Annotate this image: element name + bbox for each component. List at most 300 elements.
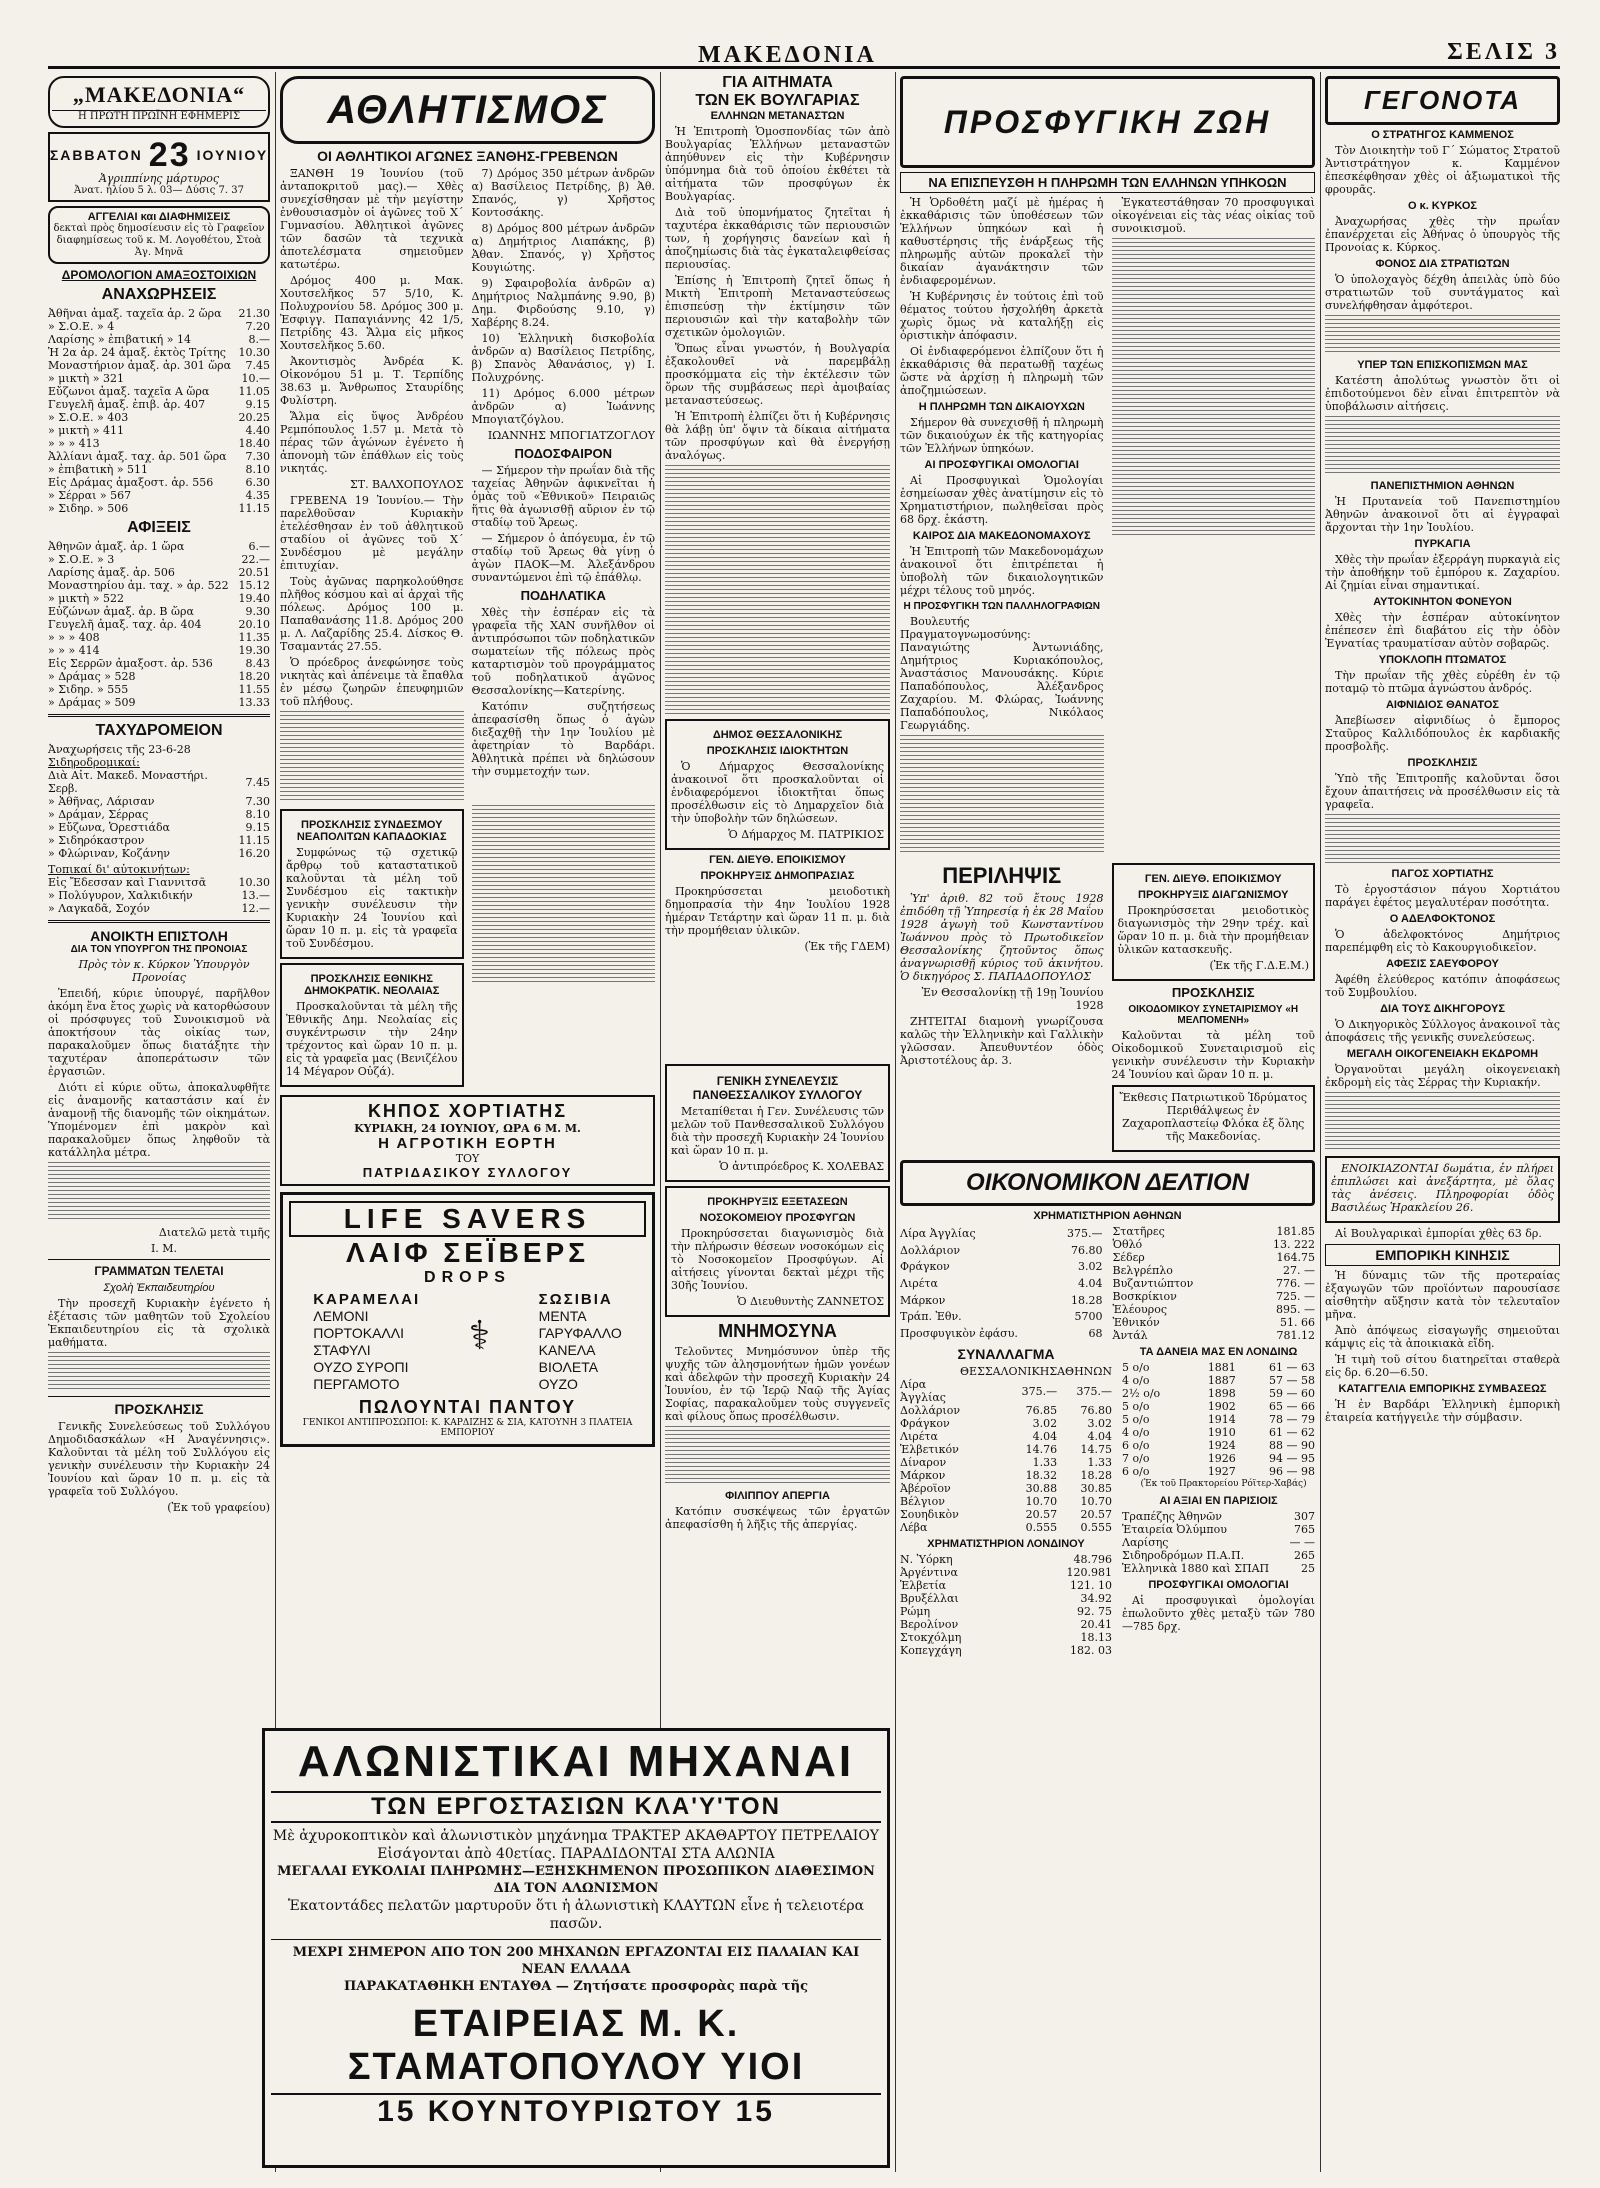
table-cell: 14.76	[1025, 1443, 1058, 1456]
table-cell: 375.—	[1021, 1384, 1058, 1398]
table-cell: 27. —	[1283, 1264, 1315, 1277]
table-cell: 8.—	[248, 333, 270, 346]
municipality-notice	[665, 719, 890, 850]
table-cell: Τραπέζης Ἀθηνῶν	[1122, 1510, 1222, 1523]
table-cell: Γευγελῆ ἀμαξ. ταχ. ἀρ. 404	[48, 618, 202, 631]
invitation-title: ΠΡΟΣΚΛΗΣΙΣ	[114, 1401, 204, 1417]
table-cell: 3.02	[1078, 1260, 1103, 1274]
exhibition-notice	[1112, 1085, 1316, 1152]
sports-result: 8) Δρόμος 800 μέτρων ἀνδρῶν α) Δημήτριος Λιαπάκης, β) Ἀθαν. Σπανός, γ) Χρῆστος Κουγιώτης.	[471, 222, 655, 274]
gd-source: (Ἐκ τῆς ΓΔΕΜ)	[804, 940, 890, 953]
complaint-title: ΚΑΤΑΓΓΕΛΙΑ ΕΜΠΟΡΙΚΗΣ ΣΥΜΒΑΣΕΩΣ	[1338, 1383, 1547, 1395]
table-cell: Δίναρον	[900, 1456, 947, 1469]
arrival-row	[48, 605, 270, 618]
table-cell: Βελγρέπλο	[1112, 1264, 1173, 1277]
machines-line-1: Μὲ ἀχυροκοπτικὸν καὶ ἁλωνιστικὸν μηχάνημα ΤΡΑΚΤΕΡ ΑΚΑΘΑΡΤΟΥ ΠΕΤΡΕΛΑΙΟΥ	[272, 1828, 880, 1844]
london-row	[900, 1605, 1112, 1618]
table-cell: » » » 414	[48, 644, 100, 657]
departure-row	[48, 385, 270, 398]
date-month: ΙΟΥΝΙΟΥ	[196, 147, 269, 163]
municipality-title: ΔΗΜΟΣ ΘΕΣΣΑΛΟΝΙΚΗΣ	[712, 729, 843, 741]
arrivals-table	[48, 540, 270, 709]
event-title: Ο ΑΔΕΛΦΟΚΤΟΝΟΣ	[1389, 913, 1496, 925]
sports-paragraph: ΓΡΕΒΕΝΑ 19 Ἰουνίου.— Τὴν παρελθοῦσαν Κυριακὴν ἐτελέσθησαν ἐν τοῦ ἀθλητικοῦ σταδίου οἱ ἀγῶνες τοῦ Χ΄ Συνδέσμου μὲ μεγάλην ἐπιτυχίαν.	[280, 494, 464, 572]
event-title: ΥΠΕΡ ΤΩΝ ΕΠΙΣΚΟΠΙΣΜΩΝ ΜΑΣ	[1357, 359, 1528, 371]
event-title: ΑΙΦΝΙΔΙΟΣ ΘΑΝΑΤΟΣ	[1385, 699, 1500, 711]
ads-text: δεκταὶ πρὸς δημοσίευσιν εἰς τὸ Γραφεῖον διαφημίσεως τοῦ κ. Μ. Λογοθέτου, Στοὰ Ἀγ. Μηνᾶ	[53, 223, 265, 258]
exchange-row	[1113, 1316, 1316, 1329]
kairos-title: ΚΑΙΡΟΣ ΔΙΑ ΜΑΚΕΔΟΝΟΜΑΧΟΥΣ	[912, 530, 1091, 542]
refugee-title: ΝΑ ΕΠΙΣΠΕΥΣΘΗ Η ΠΛΗΡΩΜΗ ΤΩΝ ΕΛΛΗΝΩΝ ΥΠΗΚΟΩΝ	[900, 172, 1315, 193]
table-cell: 18.13	[1080, 1631, 1113, 1644]
arrival-row	[48, 579, 270, 592]
table-cell: 10.70	[1080, 1495, 1113, 1508]
table-cell: 5 ο/ο	[1122, 1361, 1150, 1374]
paris-row	[1122, 1510, 1315, 1523]
table-cell: Δολλάριον	[900, 1404, 961, 1417]
table-cell: 895. —	[1276, 1303, 1315, 1316]
table-cell: 15.12	[238, 579, 270, 592]
hospital-notice	[665, 1186, 890, 1317]
table-cell: 4 ο/ο	[1122, 1374, 1150, 1387]
table-cell: 18.28	[1071, 1293, 1103, 1307]
table-cell: 7 ο/ο	[1122, 1452, 1150, 1465]
rent-ad	[1325, 1156, 1560, 1223]
bulgaria-paragraph: Ὅπως εἶναι γνωστόν, ἡ Βουλγαρία ἐξακολουθεῖ νὰ παρεμβάλῃ προσκόμματα εἰς τὴν ἐκτέλεσιν τῶν ὅρων τῆς συμβάσεως περὶ ἀμοιβαίας μεταναστεύσεως.	[665, 342, 890, 407]
exchange-title: ΣΥΝΑΛΛΑΓΜΑ	[957, 1346, 1055, 1362]
london-row	[900, 1618, 1112, 1631]
refugee-paragraph: Ἡ Κυβέρνησις ἐν τούτοις ἐπὶ τοῦ θέματος τούτου ἠσχολήθη ἀρκετὰ χωρὶς ὅμως νὰ καταλήξῃ εἰς ὁριστικὴν ἀπόφασιν.	[900, 290, 1104, 342]
event-title: ΠΑΝΕΠΙΣΤΗΜΙΟΝ ΑΘΗΝΩΝ	[1370, 480, 1515, 492]
table-cell: » Δράμας » 528	[48, 670, 136, 683]
table-cell: Εἰς Σερρῶν ἀμαξοστ. ἀρ. 536	[48, 657, 213, 670]
table-cell: Στοκχόλμη	[900, 1631, 962, 1644]
flavor-item: ΚΑΝΕΛΑ	[538, 1342, 596, 1358]
summary-date: Ἐν Θεσσαλονίκῃ τῇ 19ῃ Ἰουνίου 1928	[921, 986, 1104, 1012]
cycling-paragraph: Χθὲς τὴν ἑσπέραν εἰς τὰ γραφεῖα τῆς ΧΑΝ συνῆλθον οἱ ἀντιπρόσωποι τῶν ποδηλατικῶν σωματείων τῆς πόλεως πρὸς καταρτισμὸν τοῦ προγράμματος τοῦ ποδηλατικοῦ ἀγῶνος Θεσσαλονίκης—Κατερίνης.	[471, 606, 655, 697]
municipality-subtitle: ΠΡΟΣΚΛΗΣΙΣ ΙΔΙΟΚΤΗΤΩΝ	[706, 745, 849, 757]
table-cell: » Σιδηρόκαστρον	[48, 834, 145, 847]
event-paragraph: Ὀργανοῦται μεγάλη οἰκογενειακὴ ἐκδρομὴ εἰς τὰς Σέρρας τὴν Κυριακήν.	[1325, 1063, 1560, 1089]
table-cell: 9.30	[245, 605, 270, 618]
london-row	[900, 1631, 1112, 1644]
table-cell: 5 ο/ο	[1122, 1400, 1150, 1413]
table-cell: Ἀβέροϊον	[900, 1482, 951, 1495]
paris-row	[1122, 1549, 1315, 1562]
departure-row	[48, 372, 270, 385]
bulgaria-title-1: ΓΙΑ ΑΙΤΗΜΑΤΑ	[722, 74, 833, 91]
departure-row	[48, 398, 270, 411]
table-cell: Λαρίσης ἀμαξ. ἀρ. 506	[48, 566, 175, 579]
garden-of: ΤΟΥ	[455, 1152, 480, 1165]
sports-paragraph: Ὁ πρόεδρος ἀνεφώνησε τοὺς νικητὰς καὶ ἀπένειμε τὰ ἔπαθλα ἐν μέσῳ ζωηρῶν ἐπευφημιῶν τοῦ πλήθους.	[280, 656, 464, 708]
event-title: ΑΥΤΟΚΙΝΗΤΟΝ ΦΟΝΕΥΟΝ	[1373, 596, 1512, 608]
table-cell: Ἀργέντινα	[900, 1566, 958, 1579]
table-cell: 1902	[1207, 1400, 1236, 1413]
column-4	[900, 72, 1315, 2172]
table-cell: » Ἀθῆνας, Λάρισαν	[48, 795, 155, 808]
table-cell: 61 — 63	[1269, 1361, 1315, 1374]
athens-exchange-right	[1113, 1225, 1316, 1342]
table-cell: Λιρέτα	[900, 1276, 938, 1290]
arrival-row	[48, 592, 270, 605]
table-cell: 7.45	[245, 359, 270, 372]
table-cell: 92. 75	[1077, 1605, 1113, 1618]
letter-closing: Διατελῶ μετὰ τιμῆς	[158, 1226, 270, 1239]
table-cell: » Σέρραι » 567	[48, 489, 132, 502]
table-cell: Ἀθηνῶν ἀμαξ. ἀρ. 1 ὥρα	[48, 540, 185, 553]
table-cell: Βερολίνον	[900, 1618, 959, 1631]
post-title: ΤΑΧΥΔΡΟΜΕΙΟΝ	[95, 722, 223, 739]
lifesavers-sold: ΠΩΛΟΥΝΤΑΙ ΠΑΝΤΟΥ	[358, 1397, 577, 1417]
kairos-paragraph: Ἡ Ἐπιτροπὴ τῶν Μακεδονομάχων ἀνακοινοῖ ὅτι ἐπιτρέπεται ἡ ὑποβολὴ τῶν δικαιολογητικῶν μέχρι τέλους τοῦ μηνός.	[900, 545, 1104, 597]
table-cell: 4.40	[245, 424, 270, 437]
garden-event: Η ΑΓΡΟΤΙΚΗ ΕΟΡΤΗ	[378, 1135, 557, 1152]
table-cell: 4.04	[1087, 1430, 1113, 1443]
bulgaria-title-2: ΤΩΝ ΕΚ ΒΟΥΛΓΑΡΙΑΣ	[695, 92, 860, 109]
table-cell: Ἀλλίανι ἀμαξ. ταχ. ἀρ. 501 ὥρα	[48, 450, 227, 463]
table-cell: 5 ο/ο	[1122, 1413, 1150, 1426]
sports-byline: ΣΤ. ΒΑΛΧΟΠΟΥΛΟΣ	[349, 478, 464, 491]
table-cell: » Σ.Ο.Ε. » 3	[48, 553, 115, 566]
letter-paragraph: Ἐπειδή, κύριε ὑπουργέ, παρῆλθον ἀκόμη ἕνα ἔτος χωρὶς νὰ κατορθώσουν οἱ πρόσφυγες τοῦ Συνοικισμοῦ νὰ ἀποκτήσουν τὰς οἰκίας των, παρακαλοῦμεν ὅπως διατάξητε τὴν ταχυτέραν ἀποπεράτωσιν τῶν ἐργασιῶν.	[48, 987, 270, 1078]
table-cell: 6.30	[245, 476, 270, 489]
departure-row	[48, 502, 270, 515]
event-title: ΔΙΑ ΤΟΥΣ ΔΙΚΗΓΟΡΟΥΣ	[1380, 1003, 1505, 1015]
column-3-mid	[665, 1060, 890, 1720]
table-cell: 120.981	[1066, 1566, 1113, 1579]
table-cell: ΑΘΗΝΩΝ	[1057, 1365, 1113, 1378]
event-title: ΜΕΓΑΛΗ ΟΙΚΟΓΕΝΕΙΑΚΗ ΕΚΔΡΟΜΗ	[1346, 1048, 1539, 1060]
loan-row	[1122, 1452, 1315, 1465]
table-cell: » μικτὴ » 411	[48, 424, 124, 437]
table-cell: Ἑλληνικὰ 1880 καὶ ΣΠΑΠ	[1122, 1562, 1270, 1575]
table-cell: » Σ.Ο.Ε. » 4	[48, 320, 115, 333]
table-cell: Εἰς Δράμας ἀμαξοστ. ἀρ. 556	[48, 476, 214, 489]
athens-exchange-left	[900, 1225, 1103, 1342]
table-cell: 21.30	[238, 307, 270, 320]
table-cell: 7.20	[245, 320, 270, 333]
bonds-paragraph: Αἱ Προσφυγικαὶ Ὁμολογίαι ἐσημείωσαν χθὲς ἀνατίμησιν εἰς τὸ Χρηματιστήριον, πωληθεῖσαι πρὸς 68 δρχ. ἑκάστη.	[900, 474, 1104, 526]
table-cell: 18.32	[1025, 1469, 1058, 1482]
table-cell: Γευγελῆ ἀμαξ. ἐπιβ. ἀρ. 407	[48, 398, 206, 411]
table-cell: 375.—	[1067, 1226, 1103, 1240]
coop-paragraph: Καλοῦνται τὰ μέλη τοῦ Οἰκοδομικοῦ Συνεταιρισμοῦ εἰς γενικὴν συνέλευσιν τὴν Κυριακὴν 24 Ἰουνίου καὶ ὥραν 10 π. μ.	[1111, 1029, 1315, 1081]
syllogos-notice	[665, 1064, 890, 1182]
table-cell: 0.555	[1025, 1521, 1058, 1534]
post-row	[48, 795, 270, 808]
table-cell: 1.33	[1087, 1456, 1113, 1469]
loan-row	[1122, 1465, 1315, 1478]
garden-title: ΚΗΠΟΣ ΧΟΡΤΙΑΤΗΣ	[367, 1101, 568, 1121]
table-cell: 61 — 62	[1269, 1426, 1315, 1439]
departure-row	[48, 346, 270, 359]
exchange-row	[1113, 1290, 1316, 1303]
machines-line-5: ΜΕΧΡΙ ΣΗΜΕΡΟΝ ΑΠΟ ΤΟΝ 200 ΜΗΧΑΝΩΝ ΕΡΓΑΖΟΝΤΑΙ ΕΙΣ ΠΑΛΑΙΑΝ ΚΑΙ ΝΕΑΝ ΕΛΛΑΔΑ	[271, 1939, 881, 1978]
flavor-item: ΛΕΜΟΝΙ	[313, 1308, 369, 1324]
letters-subtitle: Σχολὴ Ἐκπαιδευτηρίου	[103, 1282, 215, 1294]
lifebuoy-heading: ΣΩΣΙΒΙΑ	[538, 1291, 613, 1308]
sports-result: 11) Δρόμος 6.000 μέτρων ἀνδρῶν α) Ἰωάννης Μπογιατζόγλου.	[471, 387, 655, 426]
table-cell: 776. —	[1276, 1277, 1315, 1290]
table-cell: 1887	[1207, 1374, 1236, 1387]
machines-line-6: ΠΑΡΑΚΑΤΑΘΗΚΗ ΕΝΤΑΥΘΑ — Ζητήσατε προσφορὰς παρὰ τῆς	[343, 1979, 809, 1994]
table-cell: » Σιδηρ. » 555	[48, 683, 129, 696]
table-cell: Φράγκον	[900, 1417, 950, 1430]
table-cell: 182. 03	[1070, 1644, 1113, 1657]
departure-row	[48, 476, 270, 489]
pall-paragraph: Βουλευτής Πραγματογνωμοσύνης: Παναγιώτης Ἀντωνιάδης, Δημήτριος Κυριακόπουλος, Ἀναστάσιος Μανουσάκης. Κύριε Παπαδόπουλος, Ἀλέξανδρος Ζαχαρίου. Μ. Φλώρας, Ἰωάννης Παπαδόπουλος, Νικόλαος Γεωργιάδης.	[900, 615, 1104, 732]
refugee-paragraph: Ἡ Ὁρδοθέτη μαζί μὲ ἡμέρας ἡ ἐκκαθάρισις τῶν ὑποθέσεων τῶν Ἑλλήνων ὑπηκόων καὶ ἡ καθυστέρησις τῆς ἐνάρξεως τῆς πληρωμῆς αὐτῶν προκαλεῖ τὴν δικαίαν ἀγανάκτησιν τῶν ἐνδιαφερομένων.	[900, 196, 1104, 287]
garden-organizer: ΠΑΤΡΙΔΑΣΙΚΟΥ ΣΥΛΛΟΓΟΥ	[362, 1165, 573, 1180]
arrival-row	[48, 566, 270, 579]
london-row	[900, 1592, 1112, 1605]
arrival-row	[48, 540, 270, 553]
table-cell: 13.33	[238, 696, 270, 709]
table-cell: 8.10	[245, 463, 270, 476]
currency-row	[900, 1404, 1112, 1417]
commerce-paragraph: Ἡ τιμὴ τοῦ σίτου διατηρεῖται σταθερὰ εἰς δρ. 6.20—6.50.	[1325, 1353, 1560, 1379]
exchange-row	[1113, 1238, 1316, 1251]
table-cell: 20.41	[1080, 1618, 1113, 1631]
strike-paragraph: Κατόπιν συσκέψεως τῶν ἐργατῶν ἀπεφασίσθη ἡ λῆξις τῆς ἀπεργίας.	[665, 1505, 890, 1531]
table-cell: 16.20	[238, 847, 270, 860]
table-cell: 18.28	[1080, 1469, 1113, 1482]
post-row	[48, 834, 270, 847]
table-cell: 88 — 90	[1269, 1439, 1315, 1452]
sports-paragraph: Ἅλμα εἰς ὕψος Ἀνδρέου Ρεμπόπουλος 1.57 μ. Μετὰ τὸ πέρας τῶν ἀγώνων ἐγένετο ἡ ἀπονομὴ τῶν ἐπάθλων εἰς τοὺς νικητάς.	[280, 410, 464, 475]
flavor-item: ΠΕΡΓΑΜΟΤΟ	[313, 1376, 400, 1392]
neapoli-notice	[280, 809, 464, 959]
date-sun: Ἀνατ. ἡλίου 5 λ. 03— Δύσις 7. 37	[74, 185, 244, 196]
letter-address: Πρὸς τὸν κ. Κύρκον Ὑπουργὸν Προνοίας	[78, 958, 250, 984]
loan-row	[1122, 1374, 1315, 1387]
event-paragraph: Ὁ Δικηγορικὸς Σύλλογος ἀνακοινοῖ τὰς ἀποφάσεις τῆς γενικῆς συνελεύσεως.	[1325, 1018, 1560, 1044]
table-cell: 10.30	[238, 346, 270, 359]
event-paragraph: Ἡ Πρυτανεία τοῦ Πανεπιστημίου Ἀθηνῶν ἀνακοινοῖ ὅτι αἱ ἐγγραφαὶ ἄρχονται τὴν 1ην Ἰουλίου.	[1325, 495, 1560, 534]
ads-title: ΑΓΓΕΛΙΑΙ και ΔΙΑΦΗΜΙΣΕΙΣ	[87, 211, 231, 223]
exchange-row	[900, 1292, 1103, 1309]
sports-result: 7) Δρόμος 350 μέτρων ἀνδρῶν α) Βασίλειος Πετρίδης, β) Ἀθ. Σπανός, γ) Χρῆστος Κοντοσάκης.	[471, 167, 655, 219]
commerce-paragraph: Ἡ δύναμις τῶν τῆς προτεραίας ἐξαγωγῶν τῶν προϊόντων παρουσίασε αἰσθητὴν αὔξησιν κατὰ τὸν τελευταῖον μῆνα.	[1325, 1269, 1560, 1321]
table-cell: Σέδερ	[1112, 1251, 1145, 1264]
exhibition-text: Ἔκθεσις Πατριωτικοῦ Ἱδρύματος Περιθάλψεως ἐν Ζαχαροπλαστείῳ Φλόκα ἐξ ὅλης τῆς Μακεδονίας.	[1119, 1091, 1308, 1143]
sports-byline: ΙΩΑΝΝΗΣ ΜΠΟΓΙΑΤΖΟΓΛΟΥ	[487, 429, 655, 442]
refugee-bonds-paragraph: Αἱ προσφυγικαὶ ὁμολογίαι ἐπωλοῦντο χθὲς μεταξὺ τῶν 780—785 δρχ.	[1122, 1594, 1315, 1633]
gd2-title: ΓΕΝ. ΔΙΕΥΘ. ΕΠΟΙΚΙΣΜΟΥ	[1144, 873, 1282, 885]
event-paragraph: Ὁ ὑπολοχαγὸς δέχθη ἀπειλὰς ὑπὸ δύο στρατιωτῶν τοῦ συντάγματος καὶ συνελήφθησαν ἀμφότεροι.	[1325, 273, 1560, 312]
paris-row	[1122, 1562, 1315, 1575]
bulgaria-paragraph: Ἐπίσης ἡ Ἐπιτροπὴ ζητεῖ ὅπως ἡ Μικτὴ Ἐπιτροπὴ Μεταναστεύσεως ἐπισπεύσῃ τὴν ἐκτίμησιν τῶν περιουσιῶν καὶ τὴν καταβολὴν τῶν σχετικῶν ὀμολογιῶν.	[665, 274, 890, 339]
hospital-title: ΠΡΟΚΗΡΥΞΙΣ ΕΞΕΤΑΣΕΩΝ	[707, 1196, 848, 1208]
table-cell: Ἀθῆναι ἀμαξ. ταχεῖα ἀρ. 2 ὥρα	[48, 307, 222, 320]
flavor-item: ΟΥΖΟ	[538, 1376, 578, 1392]
column-5	[1325, 72, 1560, 2172]
table-cell: 1910	[1207, 1426, 1236, 1439]
table-cell: 76.80	[1071, 1243, 1103, 1257]
table-cell: 76.85	[1025, 1404, 1058, 1417]
table-cell: » Σ.Ο.Ε. » 403	[48, 411, 129, 424]
table-cell: Λαρίσης » ἐπιβατική » 14	[48, 333, 191, 346]
sports-article-title: ΟΙ ΑΘΛΗΤΙΚΟΙ ΑΓΩΝΕΣ ΞΑΝΘΗΣ-ΓΡΕΒΕΝΩΝ	[317, 148, 618, 164]
column-1	[48, 72, 270, 2172]
post-table	[48, 769, 270, 860]
table-cell: Βοσκρίκιον	[1112, 1290, 1177, 1303]
table-cell: » Δράμας » 509	[48, 696, 136, 709]
table-cell: 11.05	[238, 385, 270, 398]
departure-row	[48, 359, 270, 372]
arrival-row	[48, 553, 270, 566]
cycling-paragraph: Κατόπιν συζητήσεως ἀπεφασίσθη ὅπως ὁ ἀγὼν διεξαχθῇ τὴν 1ην Ἰουλίου μὲ ἀφετηρίαν τὸ Βαρδάρι. Ἀθλητικὰ πρέπει νὰ δηλώσουν τὴν συμμετοχήν των.	[471, 700, 655, 778]
departures-heading: ΑΝΑΧΩΡΗΣΕΙΣ	[101, 286, 217, 303]
table-cell: 68	[1088, 1327, 1103, 1341]
table-cell: Στατῆρες	[1112, 1225, 1165, 1238]
coop-subtitle: ΟΙΚΟΔΟΜΙΚΟΥ ΣΥΝΕΤΑΙΡΙΣΜΟΥ «Η ΜΕΛΠΟΜΕΝΗ»	[1128, 1004, 1299, 1026]
table-cell: Τράπ. Ἐθν.	[900, 1310, 962, 1324]
currency-row	[900, 1456, 1112, 1469]
london-row	[900, 1553, 1112, 1566]
exchange-row	[1113, 1225, 1316, 1238]
currency-row	[900, 1365, 1112, 1378]
exchange-row	[900, 1275, 1103, 1292]
table-cell: » Δράμαν, Σέρρας	[48, 808, 149, 821]
flavor-item: ΣΤΑΦΥΛΙ	[313, 1342, 371, 1358]
loans-title: ΤΑ ΔΑΝΕΙΑ ΜΑΣ ΕΝ ΛΟΝΔΙΝΩ	[1139, 1346, 1298, 1358]
post-departures: Ἀναχωρήσεις τῆς 23-6-28	[48, 743, 191, 756]
table-cell: 13.—	[241, 889, 270, 902]
football-heading: ΠΟΔΟΣΦΑΙΡΟΝ	[514, 446, 613, 461]
municipality-sign: Ὁ Δήμαρχος Μ. ΠΑΤΡΙΚΙΟΣ	[728, 828, 884, 841]
exchange-row	[900, 1242, 1103, 1259]
neolaia-notice	[280, 963, 464, 1087]
letter-initials: Ι. Μ.	[150, 1242, 178, 1255]
event-paragraph: Κατέστη ἀπολύτως γνωστὸν ὅτι οἱ ἐπιδοτούμενοι δὲν εἶναι ἐπιτρεπτὸν νὰ ὑποβάλωσιν αἰτήσεις.	[1325, 374, 1560, 413]
arrival-row	[48, 631, 270, 644]
table-cell: 1898	[1207, 1387, 1236, 1400]
currency-row	[900, 1430, 1112, 1443]
neapoli-title: ΠΡΟΣΚΛΗΣΙΣ ΣΥΝΔΕΣΜΟΥ ΝΕΑΠΟΛΙΤΩΝ ΚΑΠΑΔΟΚΙΑΣ	[296, 819, 447, 843]
machines-address: 15 ΚΟΥΝΤΟΥΡΙΩΤΟΥ 15	[271, 2093, 881, 2129]
lifesavers-agent: ΓΕΝΙΚΟΙ ΑΝΤΙΠΡΟΣΩΠΟΙ: Κ. ΚΑΡΔΙΖΗΣ & ΣΙΑ, ΚΑΤΟΥΝΗ 3 ΠΛΑΤΕΙΑ ΕΜΠΟΡΙΟΥ	[302, 1418, 633, 1438]
london-row	[900, 1644, 1112, 1657]
logo-box	[48, 76, 270, 128]
local-row	[48, 902, 270, 915]
table-cell: Ἑταιρεία Ὀλύμπου	[1122, 1523, 1227, 1536]
masthead-name: ΜΑΚΕΔΟΝΙΑ	[698, 42, 877, 68]
machines-line-3: ΜΕΓΑΛΑΙ ΕΥΚΟΛΙΑΙ ΠΛΗΡΩΜΗΣ—ΕΞΗΣΚΗΜΕΝΟΝ ΠΡΟΣΩΠΙΚΟΝ ΔΙΑΘΕΣΙΜΟΝ ΔΙΑ ΤΟΝ ΑΛΩΝΙΣΜΟΝ	[277, 1864, 875, 1896]
table-cell: Εὔζωνοι ἀμαξ. ταχεῖα Α ὥρα	[48, 385, 210, 398]
loan-row	[1122, 1426, 1315, 1439]
table-cell: » » » 408	[48, 631, 100, 644]
invitation-paragraph: Γενικῆς Συνελεύσεως τοῦ Συλλόγου Δημοδιδασκάλων «Η Ἀναγέννησις». Καλοῦνται τὰ μέλη τοῦ Συλλόγου εἰς γενικὴν συνέλευσιν τὴν Κυριακὴν 24 Ἰουνίου καὶ ὥραν 10 π. μ. εἰς τὰ γραφεῖα τοῦ Συλλόγου.	[48, 1420, 270, 1498]
table-cell: Ν. Ὑόρκη	[900, 1553, 953, 1566]
syllogos-sign: Ὁ ἀντιπρόεδρος Κ. ΧΟΛΕΒΑΣ	[719, 1160, 884, 1173]
letters-title: ΓΡΑΜΜΑΤΩΝ ΤΕΛΕΤΑΙ	[94, 1264, 224, 1278]
masthead	[48, 39, 1560, 69]
table-cell: Λίρα Ἀγγλίας	[900, 1378, 946, 1404]
event-paragraph: Ἀπεβίωσεν αἰφνιδίως ὁ ἔμπορος Σταῦρος Καλλιδόπουλος ἐκ καρδιακῆς προσβολῆς.	[1325, 714, 1560, 753]
complaint-paragraph: Ἡ ἐν Βαρδάρι Ἑλληνικὴ ἐμπορικὴ ἑταιρεία κατήγγειλε τὴν σύμβασιν.	[1325, 1398, 1560, 1424]
machines-company: ΕΤΑΙΡΕΙΑΣ Μ. Κ. ΣΤΑΜΑΤΟΠΟΥΛΟΥ ΥΙΟΙ	[347, 2003, 805, 2088]
london-row	[900, 1566, 1112, 1579]
departure-row	[48, 489, 270, 502]
loan-row	[1122, 1361, 1315, 1374]
table-cell: 6 ο/ο	[1122, 1465, 1150, 1478]
table-cell: 10.70	[1025, 1495, 1058, 1508]
table-cell: Ἀντάλ	[1112, 1329, 1148, 1342]
event-paragraph: Τὸν Διοικητὴν τοῦ Γ΄ Σώματος Στρατοῦ Ἀντιστράτηγον κ. Καμμένον ἐπεσκέφθησαν χθὲς οἱ ἀξιωματικοὶ τῆς φρουρᾶς.	[1325, 144, 1560, 196]
table-cell: 7.45	[245, 775, 270, 789]
local-row	[48, 889, 270, 902]
neolaia-paragraph: Προσκαλοῦνται τὰ μέλη τῆς Ἐθνικῆς Δημ. Νεολαίας εἰς συγκέντρωσιν τὴν 24ην τρέχοντος καὶ ὥραν 10 π. μ. εἰς τὰ γραφεῖα μας (Βενιζέλου 14 Μέγαρον Οὐζά).	[286, 1000, 458, 1078]
paris-row	[1122, 1536, 1315, 1549]
local-title: Τοπικαί δι' αὐτοκινήτων:	[48, 863, 190, 876]
column-rule	[1320, 72, 1321, 2172]
table-cell: Κοπεγχάγη	[900, 1644, 962, 1657]
sports-banner: ΑΘΛΗΤΙΣΜΟΣ	[280, 76, 655, 144]
hospital-subtitle: ΝΟΣΟΚΟΜΕΙΟΥ ΠΡΟΣΦΥΓΩΝ	[699, 1212, 856, 1224]
candy-heading: ΚΑΡΑΜΕΛΑΙ	[313, 1291, 421, 1308]
loan-row	[1122, 1413, 1315, 1426]
table-cell: 14.75	[1080, 1443, 1113, 1456]
table-cell: 94 — 95	[1269, 1452, 1315, 1465]
event-paragraph: Ἀναχωρήσας χθὲς τὴν πρωΐαν ἐπανέρχεται εἰς Ἀθήνας ὁ ὑπουργὸς τῆς Προνοίας κ. Κύρκος.	[1325, 215, 1560, 254]
coop-title: ΠΡΟΣΚΛΗΣΙΣ	[1171, 985, 1255, 1000]
table-cell: 30.85	[1080, 1482, 1113, 1495]
table-cell: 0.555	[1080, 1521, 1113, 1534]
date-day: ΣΑΒΒΑΤΟΝ	[49, 147, 143, 163]
paris-title: ΑΙ ΑΞΙΑΙ ΕΝ ΠΑΡΙΣΙΟΙΣ	[1159, 1495, 1278, 1507]
currency-row	[900, 1482, 1112, 1495]
logo-subtitle: Η ΠΡΩΤΗ ΠΡΩΪΝΗ ΕΦΗΜΕΡΙΣ	[52, 110, 266, 122]
bonds-title: ΑΙ ΠΡΟΣΦΥΓΙΚΑΙ ΟΜΟΛΟΓΙΑΙ	[924, 459, 1079, 471]
table-cell: Βέλγιον	[900, 1495, 945, 1508]
sports-result: 10) Ἑλληνικὴ δισκοβολία ἀνδρῶν α) Βασίλειος Πετρίδης, β) Σπανὸς Ἀθανάσιος, γ) Ι. Πολυχρόνης.	[471, 332, 655, 384]
event-title: ΦΟΝΟΣ ΔΙΑ ΣΤΡΑΤΙΩΤΩΝ	[1375, 258, 1510, 270]
table-cell: » Λαγκαδᾶ, Σοχόν	[48, 902, 150, 915]
table-cell: 4.35	[245, 489, 270, 502]
letters-paragraph: Τὴν προσεχῆ Κυριακὴν ἐγένετο ἡ ἐξέτασις τῶν μαθητῶν τοῦ Σχολείου Ἐκπαιδευτηρίου εἰς τὰ σχολικὰ μαθήματα.	[48, 1297, 270, 1349]
finance-source: (Ἐκ τοῦ Πρακτορείου Ρόϊτερ-Χαβάς)	[1140, 1479, 1307, 1489]
table-cell: 1881	[1207, 1361, 1236, 1374]
flavors-left	[313, 1308, 420, 1393]
exchange-row	[1113, 1277, 1316, 1290]
table-cell: » » » 413	[48, 437, 100, 450]
table-cell: 19.30	[238, 644, 270, 657]
arrival-row	[48, 670, 270, 683]
exchange-table	[900, 1365, 1112, 1534]
currency-row	[900, 1378, 1112, 1404]
table-cell: 3.02	[1087, 1417, 1113, 1430]
page-number: ΣΕΛΙΣ 3	[1447, 39, 1560, 65]
refugee-bonds-title: ΠΡΟΣΦΥΓΙΚΑΙ ΟΜΟΛΟΓΙΑΙ	[1148, 1579, 1289, 1591]
currency-row	[900, 1521, 1112, 1534]
local-row	[48, 876, 270, 889]
machines-line-2: Εἰσάγονται ἀπὸ 40ετίας. ΠΑΡΑΔΙΔΟΝΤΑΙ ΣΤΑ ΑΛΩΝΙΑ	[377, 1846, 775, 1862]
lifesavers-gr: ΛΑΙΦ ΣΕΪΒΕΡΣ	[345, 1237, 590, 1268]
summary-paragraph: Ὑπ' ἀριθ. 82 τοῦ ἔτους 1928 ἐπιδόθη τῇ Ὑπηρεσίᾳ ἡ ἐκ 28 Μαΐου 1928 ἀγωγὴ τοῦ Κωνσταντίνου Ἰωάννου πρὸς τὸ Πρωτοδικεῖον Θεσσαλονίκης ζητοῦντος ὅπως ἀναγνωρισθῇ κύριος τοῦ ἀκινήτου. Ὁ δικηγόρος Σ. ΠΑΠΑΔΟΠΟΥΛΟΣ	[900, 892, 1104, 983]
football-paragraph: — Σήμερον τὴν πρωΐαν διὰ τῆς ταχείας Ἀθηνῶν ἀφικνεῖται ἡ ὁμὰς τοῦ «Ἐθνικοῦ» Πειραιῶς ἥτις θὰ ἀγωνισθῇ αὔριον ἐν τῷ σταδίῳ τοῦ Ἅρεως.	[471, 464, 655, 529]
table-cell: 121. 10	[1070, 1579, 1113, 1592]
post-row	[48, 769, 270, 795]
post-row	[48, 808, 270, 821]
currency-row	[900, 1443, 1112, 1456]
date-saint: Ἀγριππίνης μάρτυρος	[98, 172, 220, 185]
table-cell	[900, 1365, 960, 1378]
hospital-sign: Ὁ Διευθυντὴς ΖΑΝΝΕΤΟΣ	[737, 1295, 884, 1308]
memorial-paragraph: Τελοῦντες Μνημόσυνον ὑπὲρ τῆς ψυχῆς τῶν ἀλησμονήτων ἡμῶν γονέων καὶ ἀδελφῶν τὴν προσεχῆ Κυριακὴν 24 Ἰουνίου, ἐν τῷ Ἱερῷ Ναῷ τῆς Ἁγίας Σοφίας, παρακαλοῦμεν τοὺς συγγενεῖς καὶ φίλους ὅπως προσέλθωσιν.	[665, 1345, 890, 1423]
finance-banner: ΟΙΚΟΝΟΜΙΚΟΝ ΔΕΛΤΙΟΝ	[900, 1160, 1315, 1206]
